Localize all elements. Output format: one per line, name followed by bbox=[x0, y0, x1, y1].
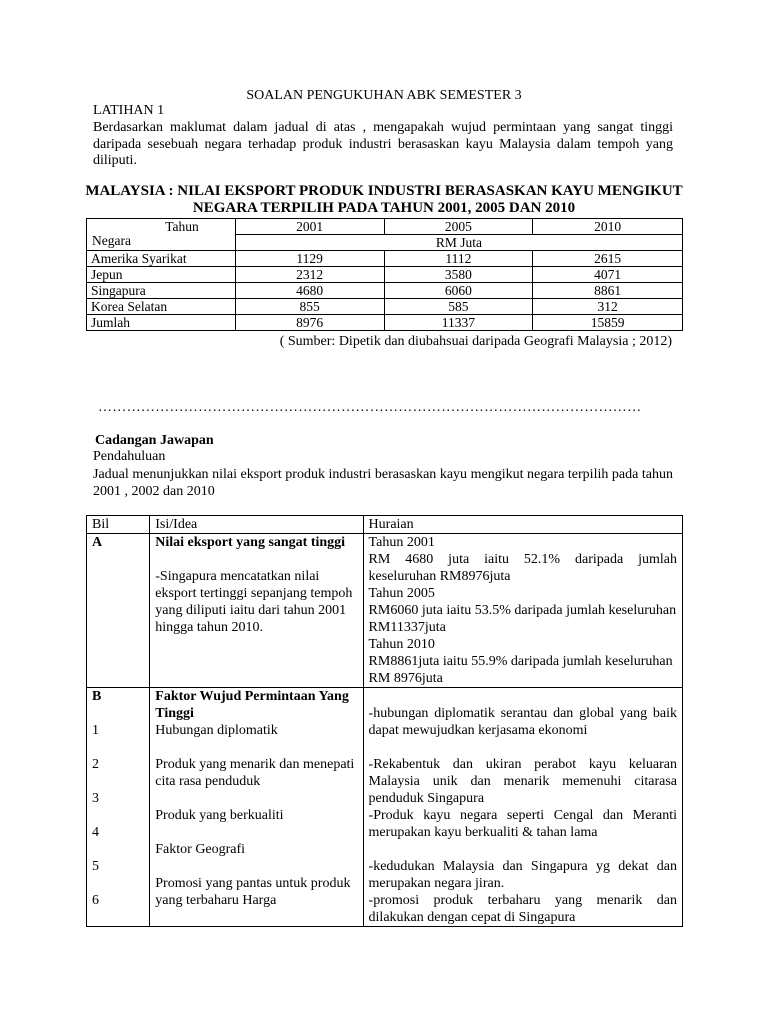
value-cell: 8861 bbox=[533, 283, 683, 299]
value-cell: 8976 bbox=[235, 315, 384, 331]
item-number: 4 bbox=[92, 825, 99, 840]
answer-table bbox=[86, 515, 683, 927]
table-row bbox=[87, 267, 683, 283]
detail-line: RM6060 juta iaitu 53.5% daripada jumlah keseluruhan RM11337juta bbox=[368, 603, 677, 635]
table-source: ( Sumber: Dipetik dan diubahsuai daripada Geografi Malaysia ; 2012) bbox=[279, 334, 672, 349]
idea-item: Produk yang menarik dan menepati cita rasa penduduk bbox=[155, 757, 355, 789]
idea-item: Hubungan diplomatik bbox=[155, 723, 278, 738]
answer-header-row bbox=[87, 516, 683, 534]
detail-line: Tahun 2010 bbox=[368, 637, 435, 652]
value-cell: 4071 bbox=[533, 267, 683, 283]
answer-row-a bbox=[87, 534, 683, 688]
table-row bbox=[87, 283, 683, 299]
table-row bbox=[87, 251, 683, 267]
row-b-idea bbox=[150, 688, 363, 927]
value-cell: 855 bbox=[235, 299, 384, 315]
detail-line: RM 4680 juta iaitu 52.1% daripada jumlah keseluruhan RM8976juta bbox=[368, 552, 677, 584]
detail-line: Tahun 2001 bbox=[368, 535, 435, 550]
country-cell: Amerika Syarikat bbox=[87, 251, 236, 267]
item-number: 3 bbox=[92, 791, 99, 806]
item-number: 1 bbox=[92, 723, 99, 738]
exercise-question: Berdasarkan maklumat dalam jadual di atas , mengapakah wujud permintaan yang sangat tinggi daripada sesebuah negara terhadap produk industri berasaskan kayu Malaysia dalam tempoh yang diliputi. bbox=[93, 120, 673, 168]
value-cell: 6060 bbox=[384, 283, 533, 299]
idea-item: Promosi yang pantas untuk produk yang terbaharu Harga bbox=[155, 876, 351, 908]
intro-text: Jadual menunjukkan nilai eksport produk industri berasaskan kayu mengikut negara terpilih pada tahun 2001 , 2002 dan 2010 bbox=[93, 467, 673, 499]
header-detail: Huraian bbox=[363, 516, 682, 534]
row-b-idea-title: Faktor Wujud Permintaan Yang Tinggi bbox=[155, 689, 349, 721]
row-b-letter: B bbox=[92, 689, 102, 704]
detail-item: -promosi produk terbaharu yang menarik dan dilakukan dengan cepat di Singapura bbox=[368, 893, 677, 925]
country-cell: Jumlah bbox=[87, 315, 236, 331]
row-a-idea bbox=[150, 534, 363, 688]
detail-item: -Rekabentuk dan ukiran perabot kayu keluaran Malaysia unik dan menarik memenuhi citarasa penduduk Singapura bbox=[368, 757, 677, 806]
row-b-detail bbox=[363, 688, 682, 927]
value-cell: 11337 bbox=[384, 315, 533, 331]
country-cell: Korea Selatan bbox=[87, 299, 236, 315]
row-a-idea-title: Nilai eksport yang sangat tinggi bbox=[155, 535, 346, 550]
value-cell: 4680 bbox=[235, 283, 384, 299]
answer-row-b bbox=[87, 688, 683, 927]
detail-line: RM8861juta iaitu 55.9% daripada jumlah keseluruhan RM 8976juta bbox=[368, 654, 673, 686]
exercise-label: LATIHAN 1 bbox=[93, 103, 165, 118]
header-year-label: Tahun bbox=[165, 219, 199, 234]
country-cell: Singapura bbox=[87, 283, 236, 299]
value-cell: 585 bbox=[384, 299, 533, 315]
year-header: 2001 bbox=[235, 219, 384, 235]
header-idea: Isi/Idea bbox=[150, 516, 363, 534]
table-header-row bbox=[87, 219, 683, 235]
value-cell: 312 bbox=[533, 299, 683, 315]
header-bil: Bil bbox=[87, 516, 150, 534]
value-cell: 2312 bbox=[235, 267, 384, 283]
total-row bbox=[87, 315, 683, 331]
value-cell: 2615 bbox=[533, 251, 683, 267]
year-header: 2010 bbox=[533, 219, 683, 235]
country-cell: Jepun bbox=[87, 267, 236, 283]
item-number: 6 bbox=[92, 893, 99, 908]
value-cell: 1112 bbox=[384, 251, 533, 267]
idea-item: Faktor Geografi bbox=[155, 842, 246, 857]
detail-item: -hubungan diplomatik serantau dan global yang baik dapat mewujudkan kerjasama ekonomi bbox=[368, 706, 677, 738]
separator-dots: …………………………………………………………………………………………………… bbox=[98, 400, 642, 415]
row-a-bil: A bbox=[87, 534, 150, 688]
table-row bbox=[87, 299, 683, 315]
export-table bbox=[86, 218, 683, 331]
unit-label: RM Juta bbox=[235, 235, 682, 251]
year-header: 2005 bbox=[384, 219, 533, 235]
row-b-bil bbox=[87, 688, 150, 927]
page-title: SOALAN PENGUKUHAN ABK SEMESTER 3 bbox=[246, 88, 522, 103]
value-cell: 15859 bbox=[533, 315, 683, 331]
row-a-detail bbox=[363, 534, 682, 688]
detail-item: -Produk kayu negara seperti Cengal dan Meranti merupakan kayu berkualiti & tahan lama bbox=[368, 808, 677, 840]
item-number: 5 bbox=[92, 859, 99, 874]
table-title: MALAYSIA : NILAI EKSPORT PRODUK INDUSTRI BERASASKAN KAYU MENGIKUT NEGARA TERPILIH PADA TAHUN 2001, 2005 DAN 2010 bbox=[85, 183, 683, 216]
detail-item: -kedudukan Malaysia dan Singapura yg dekat dan merupakan negara jiran. bbox=[368, 859, 677, 891]
header-corner-cell bbox=[87, 219, 236, 251]
idea-item: Produk yang berkualiti bbox=[155, 808, 284, 823]
value-cell: 1129 bbox=[235, 251, 384, 267]
header-country-label: Negara bbox=[92, 233, 131, 248]
value-cell: 3580 bbox=[384, 267, 533, 283]
detail-line: Tahun 2005 bbox=[368, 586, 435, 601]
intro-label: Pendahuluan bbox=[93, 449, 166, 464]
item-number: 2 bbox=[92, 757, 99, 772]
answer-heading: Cadangan Jawapan bbox=[95, 433, 214, 448]
row-a-idea-text: -Singapura mencatatkan nilai eksport tertinggi sepanjang tempoh yang diliputi iaitu dari tahun 2001 hingga tahun 2010. bbox=[155, 569, 353, 635]
